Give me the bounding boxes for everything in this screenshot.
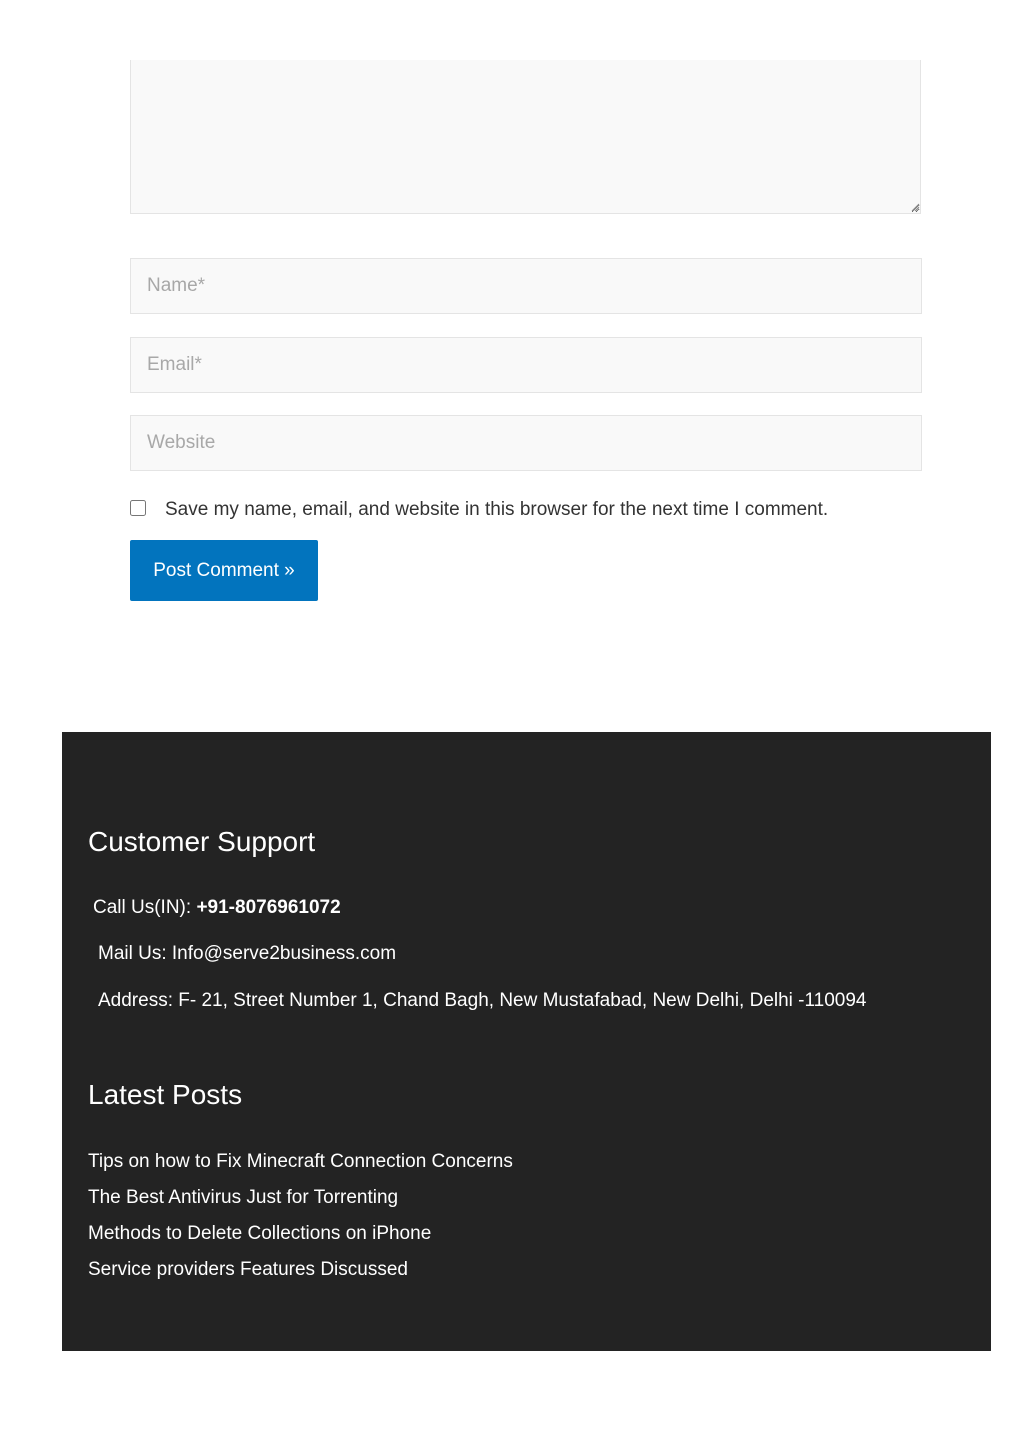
save-info-label: Save my name, email, and website in this browser for the next time I comment. — [165, 499, 829, 520]
post-link[interactable]: The Best Antivirus Just for Torrenting — [88, 1187, 399, 1208]
phone-number[interactable]: +91-8076961072 — [196, 897, 341, 918]
call-us-label: Call Us(IN): — [93, 897, 197, 918]
save-info-checkbox[interactable] — [130, 500, 146, 516]
website-field[interactable] — [130, 415, 922, 471]
post-comment-button[interactable]: Post Comment » — [130, 540, 318, 601]
post-link[interactable]: Tips on how to Fix Minecraft Connection Concerns — [88, 1151, 513, 1172]
site-footer — [62, 732, 991, 1351]
post-link[interactable]: Service providers Features Discussed — [88, 1259, 408, 1280]
comment-textarea[interactable] — [130, 60, 921, 214]
post-link[interactable]: Methods to Delete Collections on iPhone — [88, 1223, 432, 1244]
latest-posts-list — [88, 1150, 513, 1294]
mail-us-label: Mail Us: — [98, 943, 172, 964]
email-field[interactable] — [130, 337, 922, 393]
list-item — [88, 1150, 513, 1186]
list-item — [88, 1222, 513, 1258]
address-line — [98, 989, 867, 1013]
customer-support-title: Customer Support — [88, 826, 316, 857]
address-label: Address: — [98, 990, 179, 1011]
latest-posts-title: Latest Posts — [88, 1079, 243, 1110]
name-field[interactable] — [130, 258, 922, 314]
address-text: F- 21, Street Number 1, Chand Bagh, New Mustafabad, New Delhi, Delhi -110094 — [178, 990, 867, 1011]
call-us-line — [93, 896, 341, 920]
email-address[interactable]: Info@serve2business.com — [171, 943, 397, 964]
mail-us-line — [98, 942, 396, 966]
list-item — [88, 1186, 513, 1222]
list-item — [88, 1258, 513, 1294]
